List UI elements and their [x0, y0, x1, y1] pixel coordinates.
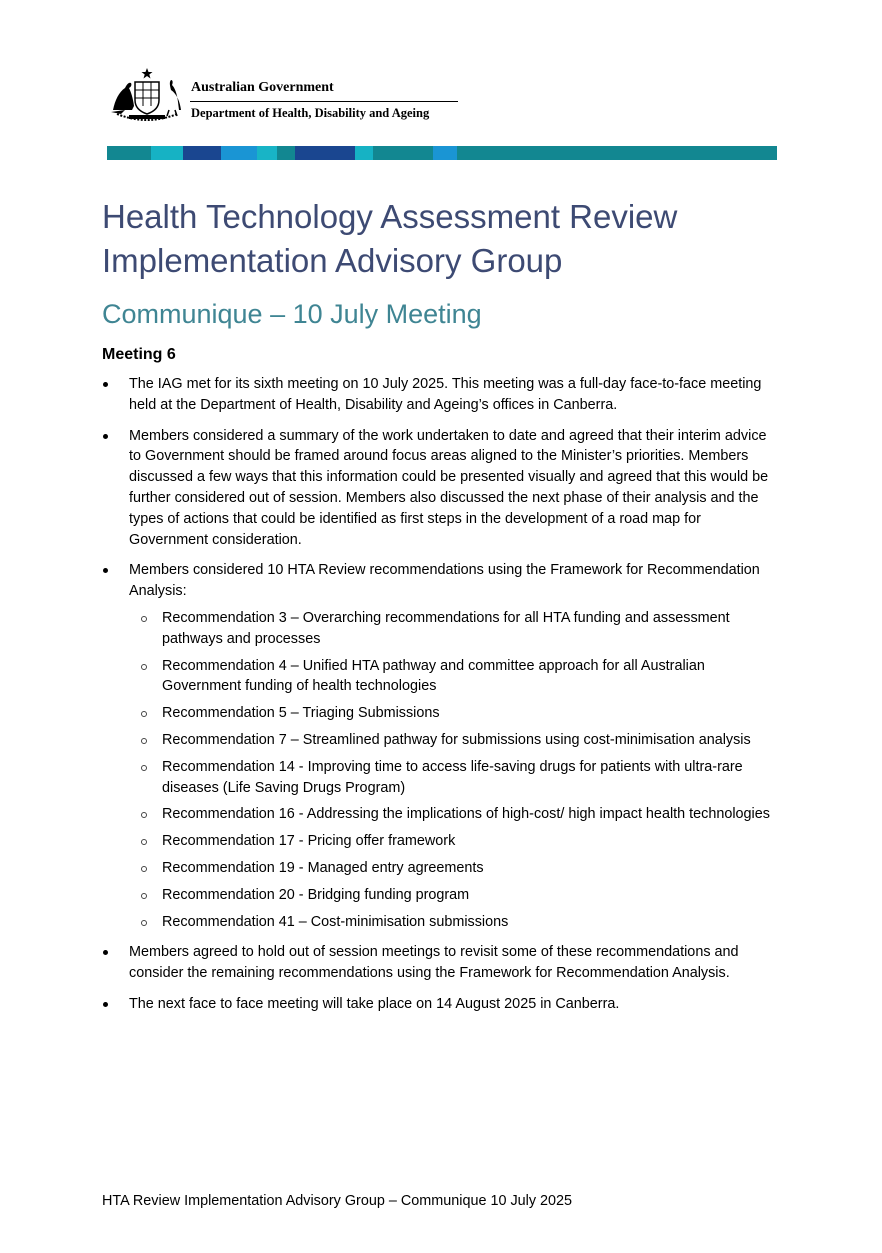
recommendation-item: Recommendation 19 - Managed entry agreements	[129, 858, 782, 879]
color-band	[107, 146, 777, 160]
department-name: Department of Health, Disability and Ageing	[191, 106, 430, 120]
page-subtitle: Communique – 10 July Meeting	[102, 299, 482, 329]
recommendation-item: Recommendation 3 – Overarching recommendations for all HTA funding and assessment pathways and processes	[129, 608, 782, 650]
band-segment	[355, 146, 373, 160]
bullet-item	[102, 942, 782, 984]
band-segment	[183, 146, 221, 160]
bullet-text: The IAG met for its sixth meeting on 10 July 2025. This meeting was a full-day face-to-face meeting held at the Department of Health, Disability and Ageing’s offices in Canberra.	[129, 376, 762, 413]
bullet-item	[102, 994, 782, 1015]
page-footer: HTA Review Implementation Advisory Group – Communique 10 July 2025	[102, 1193, 573, 1209]
bullet-text: Members agreed to hold out of session meetings to revisit some of these recommendations and consider the remaining recommendations using the Framework for Recommendation Analysis.	[129, 944, 739, 982]
recommendation-item: Recommendation 4 – Unified HTA pathway and committee approach for all Australian Government funding of health technologies	[129, 656, 782, 698]
band-segment	[277, 146, 295, 160]
bullet-item	[102, 374, 782, 416]
bullet-text: Members considered a summary of the work undertaken to date and agreed that their interim advice to Government should be framed around focus areas aligned to the Minister’s priorities. Members discussed a few ways that this information could be presented visually and agreed that this would be further considered out of session. Members also discussed the next phase of their analysis and the types of actions that could be identified as first steps in the development of a road map for Government consideration.	[129, 427, 769, 548]
document-content	[102, 374, 782, 1025]
recommendation-item: Recommendation 17 - Pricing offer framework	[129, 831, 782, 852]
band-segment	[151, 146, 183, 160]
government-name: Australian Government	[191, 80, 334, 95]
recommendation-item: Recommendation 14 - Improving time to access life-saving drugs for patients with ultra-rare diseases (Life Saving Drugs Program)	[129, 757, 782, 799]
recommendation-item: Recommendation 7 – Streamlined pathway for submissions using cost-minimisation analysis	[129, 730, 782, 751]
coat-of-arms-icon	[107, 66, 187, 122]
recommendation-list	[129, 608, 782, 932]
recommendation-item: Recommendation 5 – Triaging Submissions	[129, 703, 782, 724]
section-heading: Meeting 6	[102, 346, 176, 363]
band-segment	[457, 146, 777, 160]
bullet-list	[102, 374, 782, 1015]
band-segment	[373, 146, 433, 160]
band-segment	[257, 146, 277, 160]
band-segment	[107, 146, 151, 160]
page-title: Health Technology Assessment Review Implementation Advisory Group	[102, 198, 678, 279]
bullet-item	[102, 560, 782, 932]
recommendation-item: Recommendation 41 – Cost-minimisation submissions	[129, 912, 782, 933]
band-segment	[221, 146, 257, 160]
recommendation-item: Recommendation 20 - Bridging funding program	[129, 885, 782, 906]
recommendation-item: Recommendation 16 - Addressing the implications of high-cost/ high impact health technologies	[129, 804, 782, 825]
bullet-text: Members considered 10 HTA Review recommendations using the Framework for Recommendation Analysis:	[129, 562, 760, 600]
band-segment	[433, 146, 457, 160]
band-segment	[295, 146, 355, 160]
bullet-item	[102, 426, 782, 551]
bullet-text: The next face to face meeting will take place on 14 August 2025 in Canberra.	[129, 995, 620, 1012]
header-divider	[190, 101, 458, 102]
